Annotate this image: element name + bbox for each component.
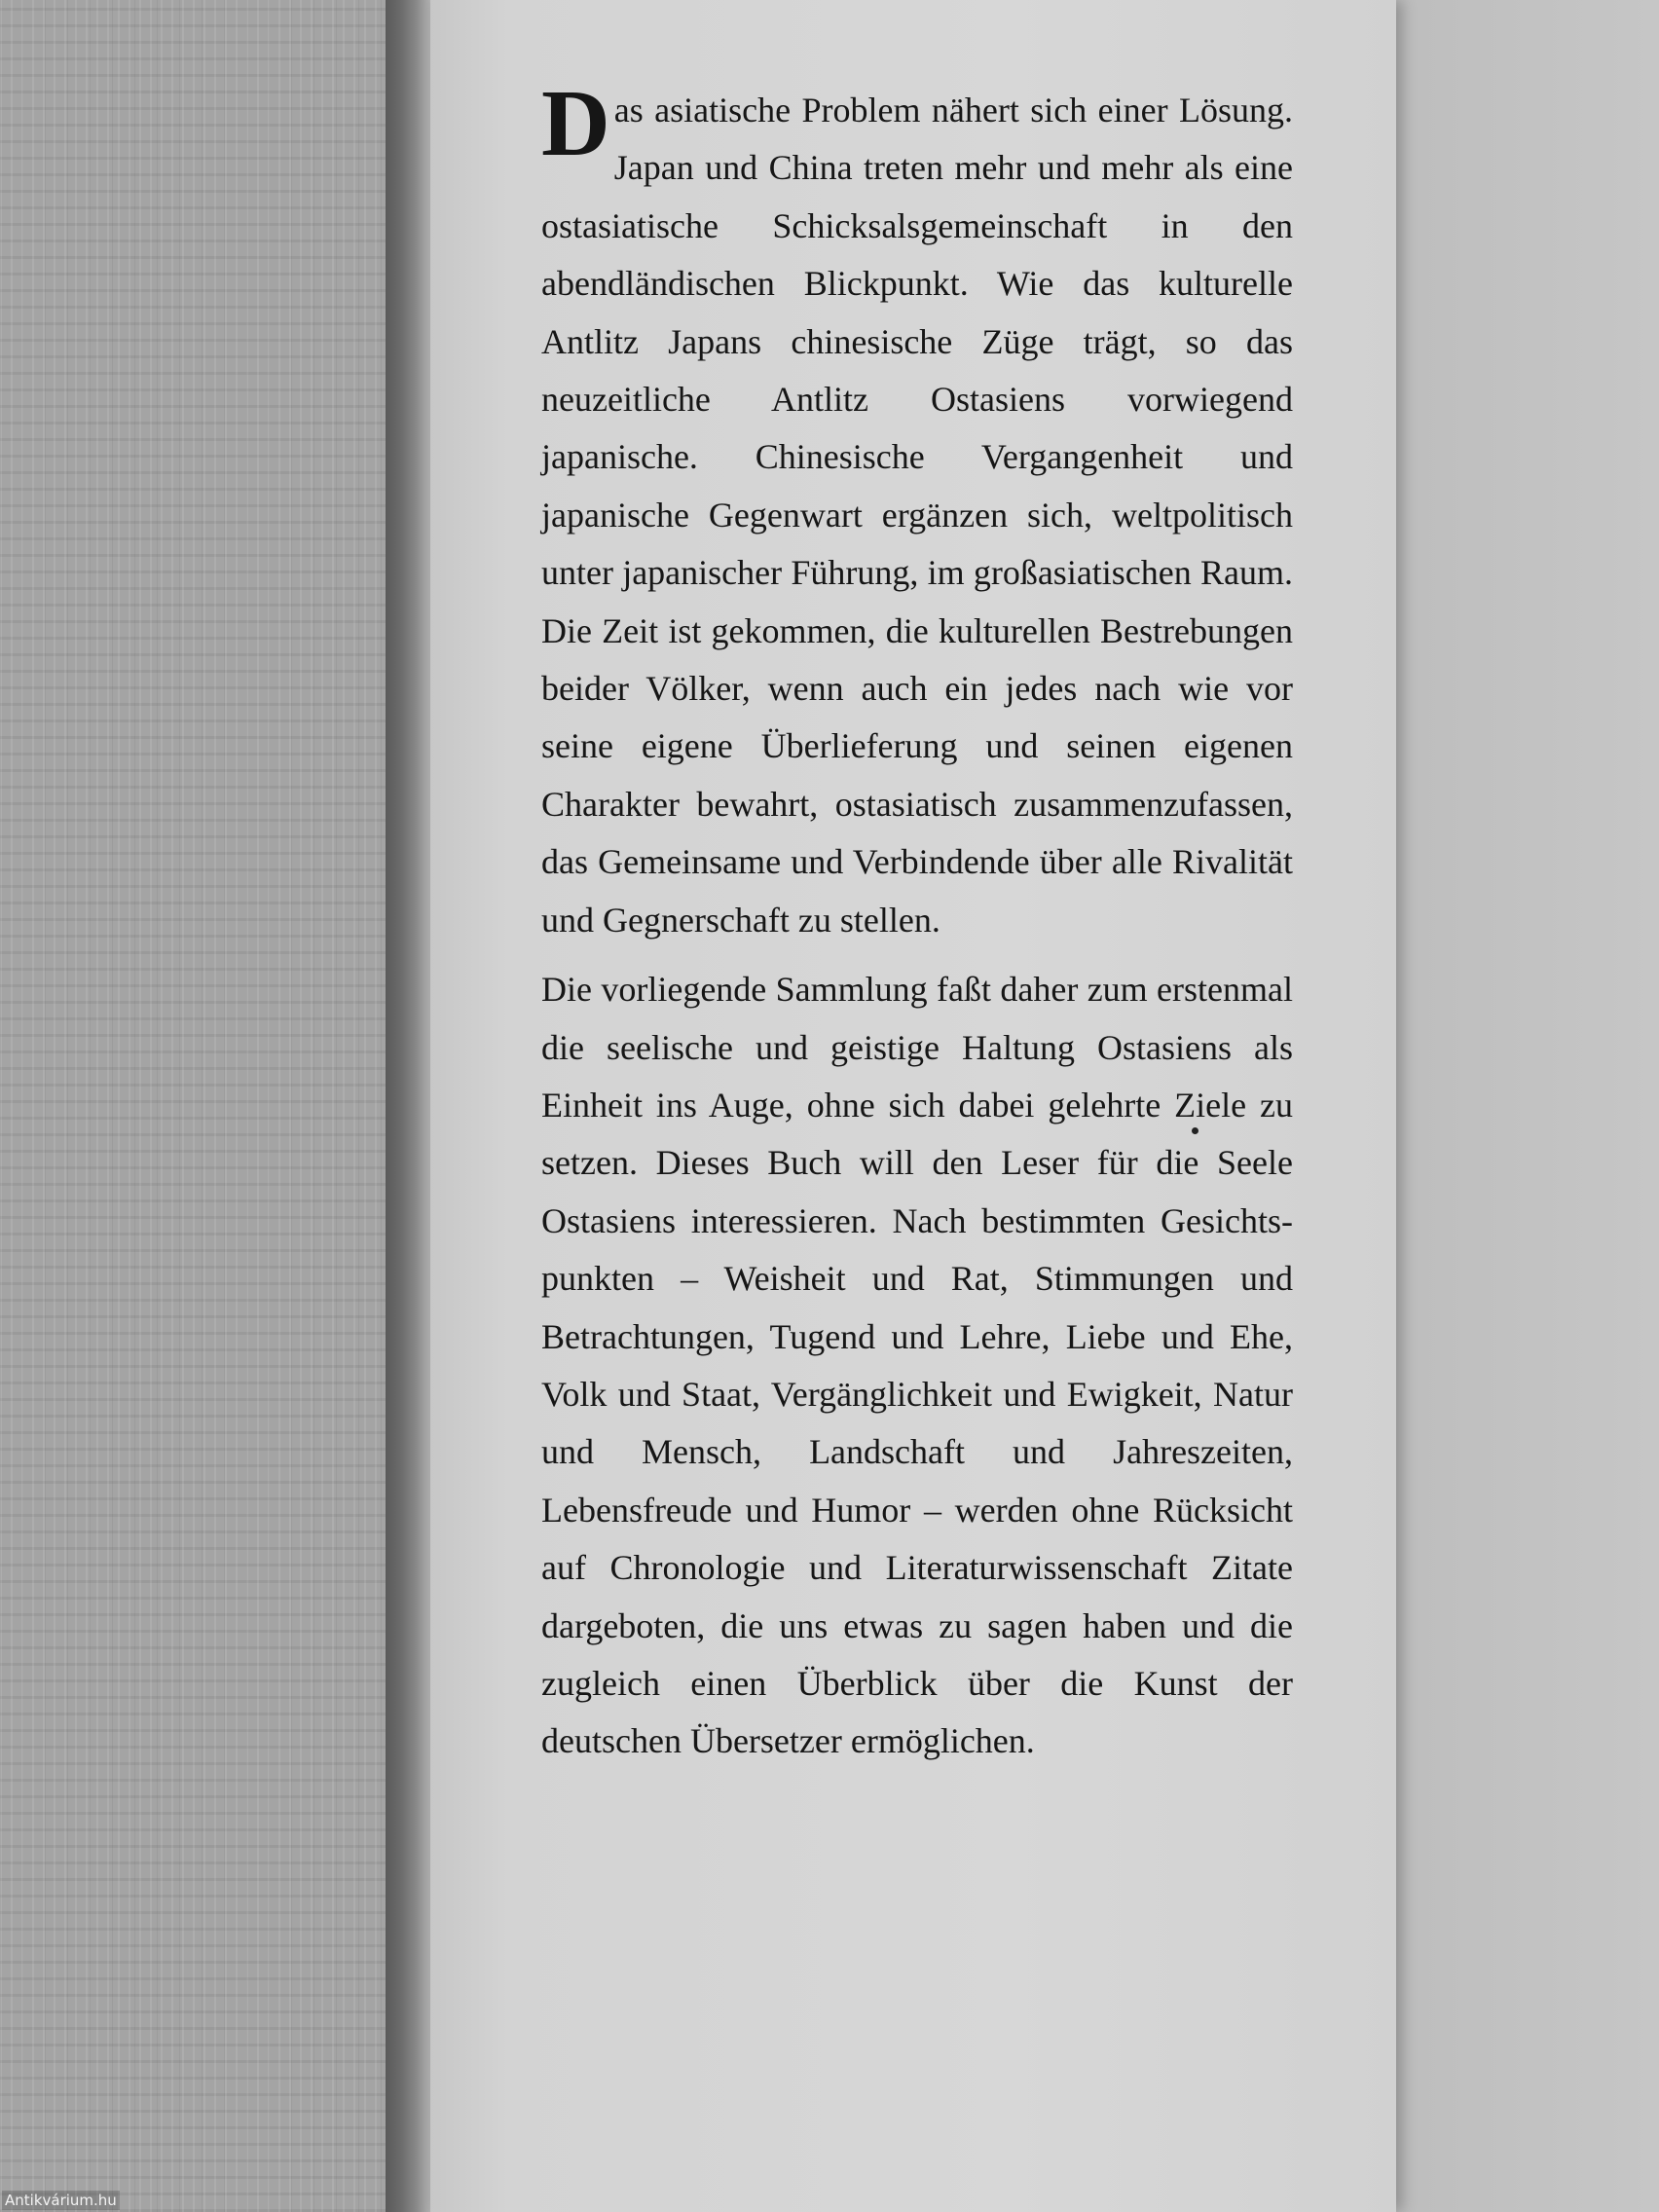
paragraph-intro xyxy=(541,71,1293,949)
paragraph-collection xyxy=(541,961,1293,1771)
drop-cap: D xyxy=(541,71,610,176)
left-cover-board xyxy=(0,0,389,2212)
flap-text-column xyxy=(541,71,1293,1771)
paragraph-collection-text: Die vorliegende Sammlung faßt daher zum erstenmal die seelische und geistige Haltung Ostasiens als Einheit ins Auge, ohne sich dabei gelehrte Ziele zu setzen. Dieses Buch will den Leser für die Seele Ostasiens interessieren. Nach bestimmten Gesichtspunkten – Weisheit und Rat, Stimmungen und Betrachtungen, Tugend und Lehre, Liebe und Ehe, Volk und Staat, Vergänglichkeit und Ewigkeit, Natur und Mensch, Landschaft und Jahreszeiten, Lebensfreude und Humor – werden ohne Rücksicht auf Chronologie und Literaturwissenschaft Zitate dargeboten, die uns etwas zu sagen haben und die zugleich einen Überblick über die Kunst der deutschen Übersetzer ermöglichen. xyxy=(541,970,1293,1761)
paragraph-intro-text: as asiatische Problem nähert sich einer Lösung. Japan und China treten mehr und mehr als eine ostasiatische Schicksalsgemeinschaft in den abendländischen Blickpunkt. Wie das kulturelle Antlitz Japans chinesische Züge trägt, so das neuzeitliche Antlitz Ostasiens vorwiegend japanische. Chinesische Vergangenheit und japanische Gegenwart ergänzen sich, weltpolitisch unter japanischer Führung, im großasiatischen Raum. Die Zeit ist gekommen, die kulturellen Bestrebungen beider Völker, wenn auch ein jedes nach wie vor seine eigene Überlieferung und seinen eigenen Charakter bewahrt, ostasiatisch zusammenzufassen, das Gemeinsame und Verbindende über alle Rivalität und Gegnerschaft zu stellen. xyxy=(541,91,1293,940)
watermark-text: Antikvárium.hu xyxy=(2,2191,120,2210)
gutter-shadow xyxy=(386,0,430,2212)
right-cover-board xyxy=(1382,0,1659,2212)
ink-speck xyxy=(1192,1127,1198,1134)
